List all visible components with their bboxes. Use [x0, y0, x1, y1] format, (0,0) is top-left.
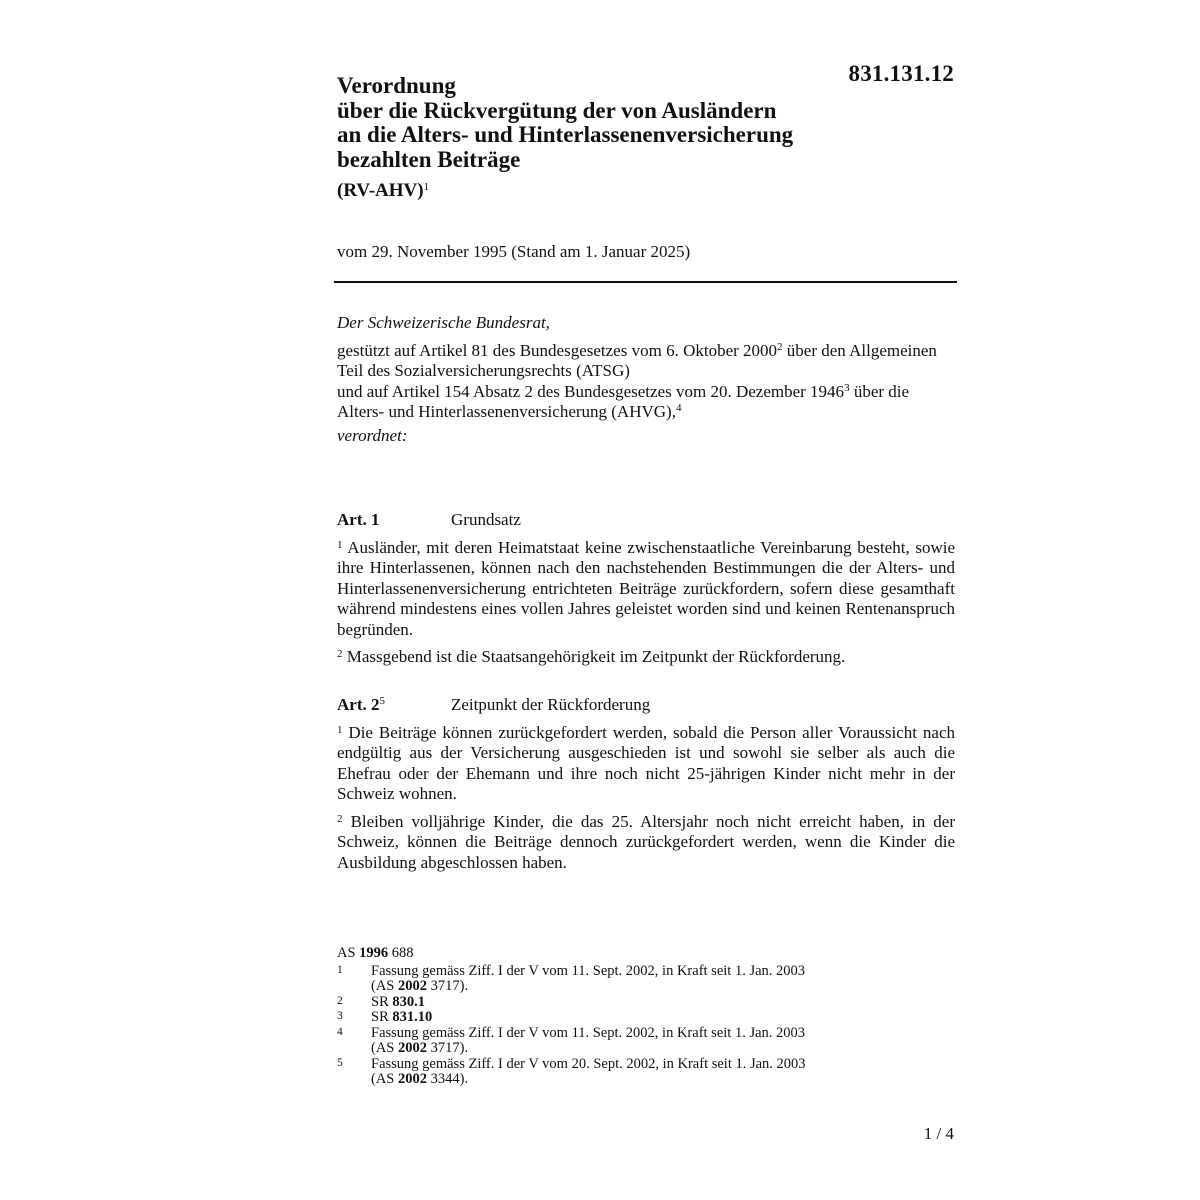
article-2-number: Art. $2^5$ [337, 695, 385, 714]
preamble-decrees: verordnet: [337, 425, 408, 445]
article-2-paragraph-1 [337, 723, 955, 805]
footnote-ref-3[interactable]: 3 [844, 381, 850, 394]
article-1-paragraph-2 [337, 647, 955, 668]
article-2-title: Zeitpunkt der Rückforderung [451, 695, 651, 714]
footnote-ref-1[interactable]: 1 [423, 181, 430, 193]
paragraph-number: 1 [337, 538, 343, 551]
footnote-number: 2 [337, 994, 343, 1007]
footnote-4 [337, 1026, 897, 1057]
footnote-text: SR 831.10 [371, 1009, 433, 1025]
footnote-text: SR 830.1 [371, 993, 425, 1010]
paragraph-text: Die Beiträge können zurückgefordert werden, sobald die Person aller Voraussicht nach endgültig aus der Versicherung ausgeschieden ist und sowohl sie selber als auch die Ehefrau oder der Ehemann und ihre noch nicht 25-jährigen Kinder nicht mehr in der Schweiz wohnen. [337, 722, 955, 803]
title-line-2: über die Rückvergütung der von Ausländern [337, 97, 777, 123]
title-line-4: bezahlten Beiträge [337, 146, 521, 172]
paragraph-number: 2 [337, 812, 343, 825]
document-title [337, 74, 897, 202]
paragraph-text: Massgebend ist die Staatsangehörigkeit im Zeitpunkt der Rückforderung. [346, 647, 846, 666]
paragraph-text: Ausländer, mit deren Heimatstaat keine zwischenstaatliche Vereinbarung besteht, sowie ihre Hinterlassenen, können nach den nachstehenden Bestimmungen die der Alters- und Hinterlassenenversicherung entrichteten Beiträge zurückfordern, sofern diese gesamthaft während mindestens eines vollen Jahres geleistet worden sind und keinen Rentenanspruch begründen. [337, 537, 956, 639]
footnote-ref-2[interactable]: 2 [777, 340, 783, 353]
header-divider [334, 281, 957, 283]
footnote-number: 3 [337, 1010, 343, 1022]
sr-number: 831.131.12 [848, 61, 954, 86]
article-1-paragraph-1 [337, 538, 955, 641]
preamble [337, 313, 957, 446]
article-1-heading [337, 510, 955, 531]
footnote-5 [337, 1057, 897, 1088]
footnote-text: Fassung gemäss Ziff. I der V vom 11. Sept. 2002, in Kraft seit 1. Jan. 2003 (AS 2002 3717). [371, 1024, 806, 1056]
article-2 [337, 695, 955, 880]
footnotes [337, 946, 897, 1088]
article-2-heading [337, 695, 955, 716]
preamble-basis-1 [337, 341, 957, 382]
official-source: AS 1996 688 [337, 945, 414, 961]
abbreviation-text: (RV-AHV) [337, 180, 424, 201]
paragraph-number: 1 [337, 723, 343, 736]
preamble-basis-2 [337, 382, 957, 423]
article-1 [337, 510, 955, 675]
paragraph-number: 2 [337, 648, 343, 660]
footnote-2 [337, 995, 897, 1011]
footnote-ref-4[interactable]: 4 [675, 402, 682, 414]
article-2-paragraph-2 [337, 812, 955, 874]
title-line-1: Verordnung [337, 73, 456, 98]
footnote-3 [337, 1010, 897, 1026]
basis-2-text-b: über die Alters- und Hinterlassenenversicherung (AHVG), [337, 381, 910, 421]
preamble-authority: Der Schweizerische Bundesrat, [337, 313, 550, 332]
footnote-1 [337, 964, 897, 995]
title-abbreviation [337, 180, 897, 202]
footnote-ref-5[interactable]: 5 [379, 695, 385, 707]
paragraph-text: Bleiben volljährige Kinder, die das 25. Altersjahr noch nicht erreicht haben, in der Schweiz, können die Beiträge dennoch zurückgefordert werden, wenn die Kinder die Ausbildung abgeschlossen haben. [337, 811, 955, 872]
title-line-3: an die Alters- und Hinterlassenenversicherung [337, 122, 794, 147]
basis-1-text-a: gestützt auf Artikel 81 des Bundesgesetzes vom 6. Oktober 2000 [337, 340, 778, 360]
page-number: 1 / 4 [923, 1124, 954, 1143]
article-1-title: Grundsatz [451, 510, 521, 529]
basis-2-text-a: und auf Artikel 154 Absatz 2 des Bundesgesetzes vom 20. Dezember 1946 [337, 381, 845, 401]
footnote-number: 4 [337, 1025, 343, 1038]
basis-1-text-b: über den Allgemeinen Teil des Sozialversicherungsrechts (ATSG) [337, 340, 937, 380]
footnote-text: Fassung gemäss Ziff. I der V vom 20. Sept. 2002, in Kraft seit 1. Jan. 2003 (AS 2002 3344). [371, 1055, 806, 1087]
article-1-number: Art. 1 [337, 510, 380, 529]
footnote-number: 1 [337, 963, 343, 976]
footnote-text: Fassung gemäss Ziff. I der V vom 11. Sept. 2002, in Kraft seit 1. Jan. 2003 (AS 2002 3717). [371, 962, 806, 994]
date-line: vom 29. November 1995 (Stand am 1. Januar 2025) [337, 242, 691, 261]
footnote-number: 5 [337, 1056, 343, 1069]
